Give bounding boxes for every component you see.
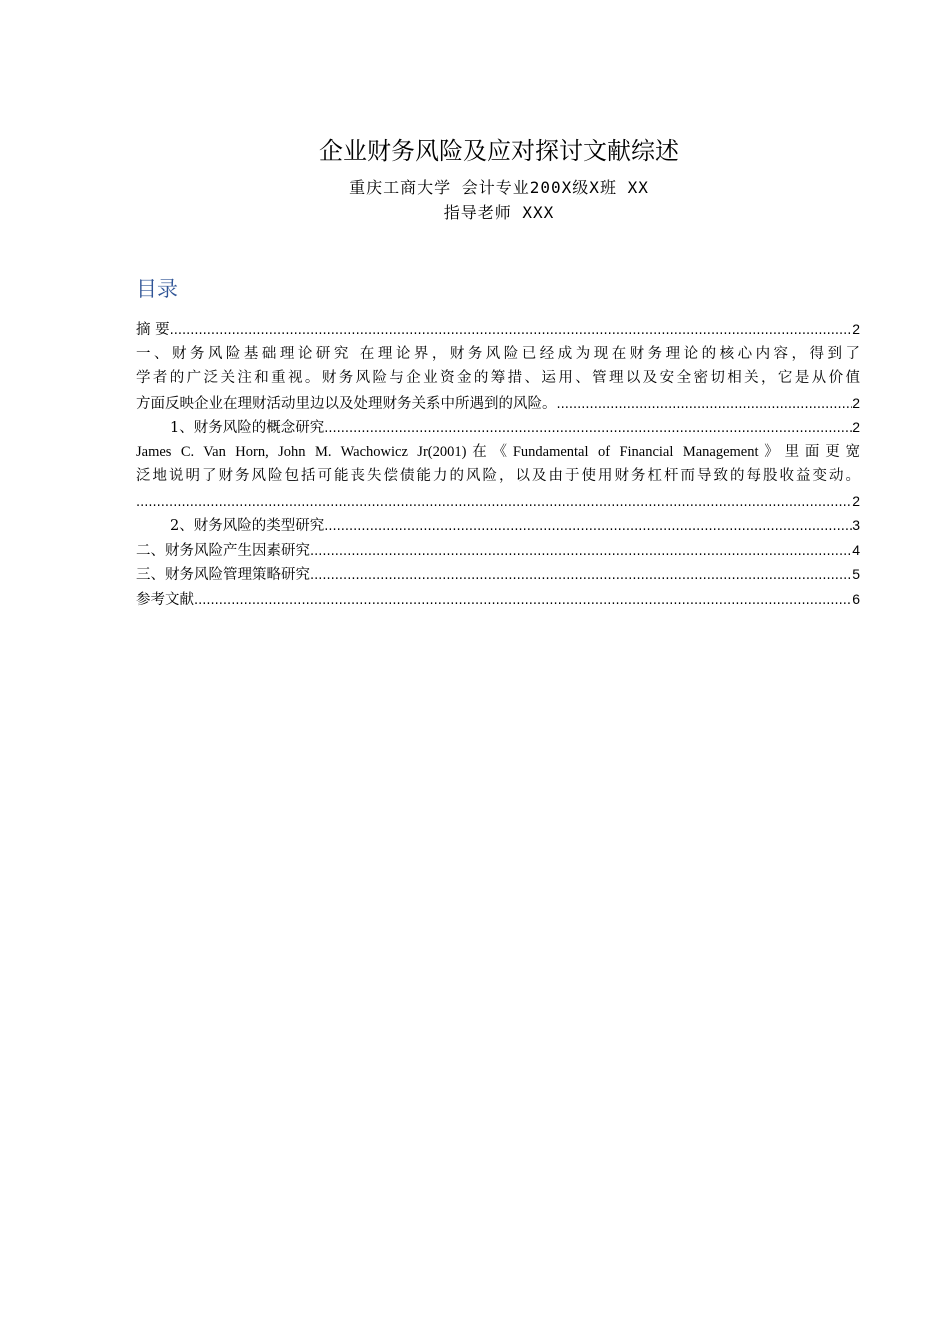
toc-leader-dots <box>194 589 852 614</box>
toc-page-number: 2 <box>852 321 860 337</box>
toc-entry-text-line: 学者的广泛关注和重视。财务风险与企业资金的筹措、运用、管理以及安全密切相关，它是从价值 <box>136 370 860 386</box>
toc-leader-dots <box>557 393 853 418</box>
toc-leader-dots <box>136 491 852 516</box>
toc-page-number: 5 <box>852 566 860 582</box>
toc-entry-theory[interactable] <box>136 342 860 416</box>
toc-entry-references[interactable] <box>136 587 860 612</box>
toc-page-number: 4 <box>852 541 860 558</box>
toc-page-number: 3 <box>852 517 860 533</box>
toc-entry-label: 三、财务风险管理策略研究 <box>136 567 310 583</box>
toc-entry-label: 摘 要 <box>136 322 170 338</box>
author-line: 重庆工商大学 会计专业200X级X班 XX <box>349 178 649 197</box>
table-of-contents <box>136 317 860 611</box>
toc-entry-abstract[interactable] <box>136 317 860 342</box>
toc-entry-strategies[interactable] <box>136 562 860 587</box>
toc-entry-text-line: James C. Van Horn, John M. Wachowicz Jr(2001)在《Fundamental of Financial Management》里面更宽 <box>136 443 860 460</box>
toc-entry-label: 参考文献 <box>136 591 194 608</box>
toc-leader-dots <box>324 417 852 442</box>
toc-leader-dots <box>324 515 852 540</box>
toc-page-number: 2 <box>852 394 860 411</box>
toc-entry-concept[interactable] <box>136 415 860 440</box>
toc-leader-dots <box>310 564 852 589</box>
toc-leader-dots <box>310 540 852 565</box>
toc-entry-text-line: 方面反映企业在理财活动里边以及处理财务关系中所遇到的风险。 <box>136 395 557 412</box>
toc-entry-text-line: 一、财务风险基础理论研究 在理论界，财务风险已经成为现在财务理论的核心内容，得到了 <box>136 345 860 362</box>
toc-heading: 目录 <box>136 277 178 301</box>
toc-entry-types[interactable] <box>136 513 860 538</box>
toc-page-number: 2 <box>852 419 860 435</box>
toc-entry-text-line: 泛地说明了财务风险包括可能丧失偿债能力的风险，以及由于使用财务杠杆而导致的每股收益变动。 <box>136 468 860 484</box>
toc-entry-factors[interactable] <box>136 538 860 563</box>
toc-entry-label: 2、财务风险的类型研究 <box>170 518 325 534</box>
advisor-line: 指导老师 XXX <box>443 203 555 222</box>
toc-page-number: 6 <box>852 590 860 607</box>
toc-entry-vanhorn[interactable] <box>136 440 860 514</box>
toc-leader-dots <box>170 319 853 344</box>
toc-entry-label: 1、财务风险的概念研究 <box>170 420 325 436</box>
toc-entry-label: 二、财务风险产生因素研究 <box>136 542 310 559</box>
toc-page-number: 2 <box>852 492 860 509</box>
document-title: 企业财务风险及应对探讨文献综述 <box>319 137 679 165</box>
